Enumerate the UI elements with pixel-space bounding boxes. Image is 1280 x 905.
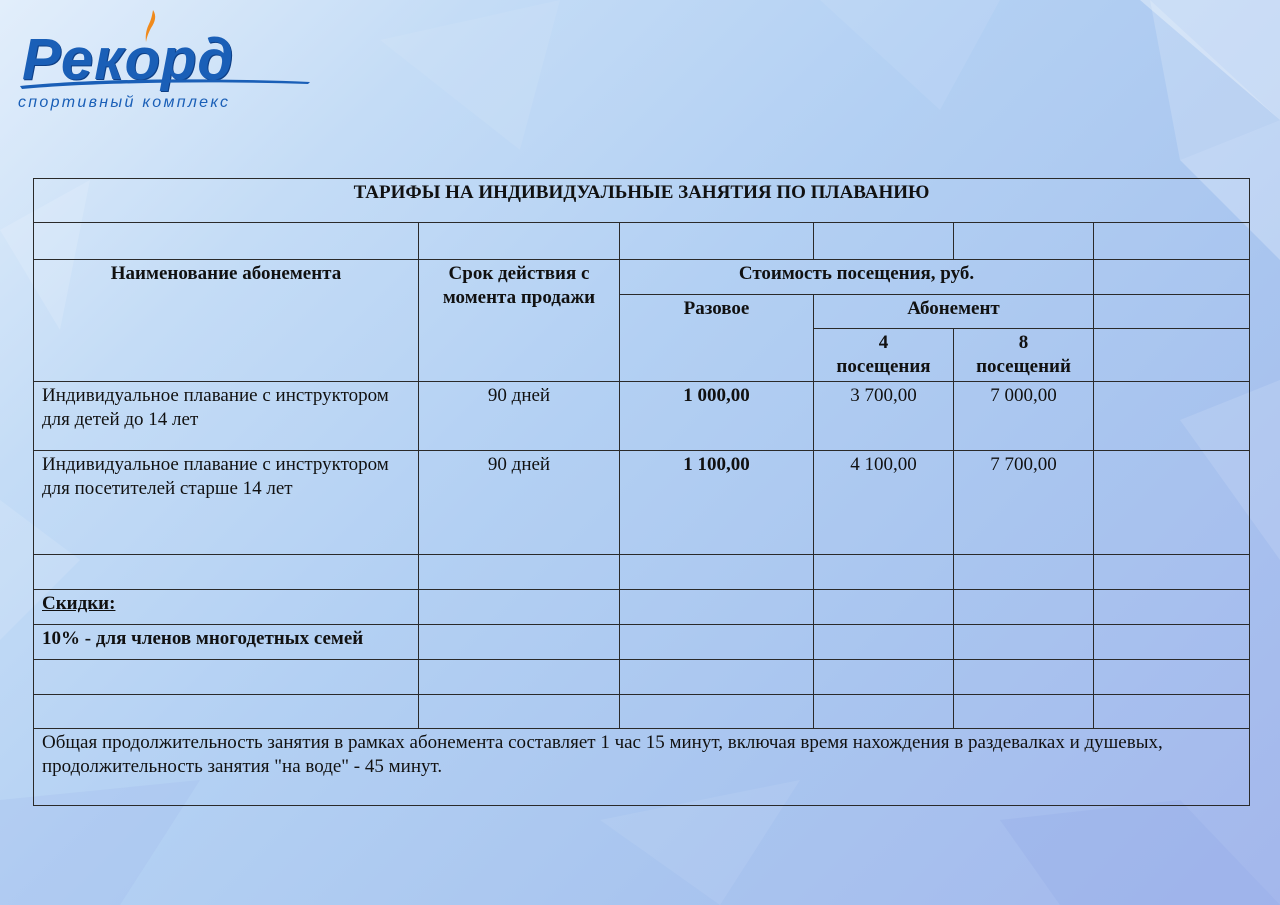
duration-note: Общая продолжительность занятия в рамках абонемента составляет 1 час 15 минут, включая время нахождения в раздевалках и душевых, продолжительность занятия "на воде" - 45 минут. [34, 729, 1250, 806]
table-row-empty [34, 223, 1250, 260]
table-row [34, 451, 1250, 555]
header-validity: Срок действия с момента продажи [419, 260, 620, 382]
row-four-price: 3 700,00 [814, 382, 954, 451]
header-eight-number: 8 [1018, 332, 1029, 353]
discount-item: 10% - для членов многодетных семей [34, 625, 419, 660]
header-four-visits [814, 329, 954, 382]
logo [10, 8, 310, 116]
table-row-empty [34, 555, 1250, 590]
row-name: Индивидуальное плавание с инструктором для детей до 14 лет [34, 382, 419, 451]
table-row-empty [34, 660, 1250, 695]
logo-subtitle: спортивный комплекс [18, 94, 231, 111]
row-eight-price: 7 000,00 [954, 382, 1094, 451]
discounts-label: Скидки: [34, 590, 419, 625]
table-title: ТАРИФЫ НА ИНДИВИДУАЛЬНЫЕ ЗАНЯТИЯ ПО ПЛАВАНИЮ [34, 179, 1250, 223]
tariff-table [33, 178, 1250, 806]
row-four-price: 4 100,00 [814, 451, 954, 555]
logo-swoosh [20, 76, 310, 90]
header-cost: Стоимость посещения, руб. [620, 260, 1094, 295]
header-name: Наименование абонемента [34, 260, 419, 382]
row-name: Индивидуальное плавание с инструктором для посетителей старше 14 лет [34, 451, 419, 555]
logo-brand: Рекорд [22, 27, 235, 92]
row-single-price: 1 100,00 [620, 451, 814, 555]
header-four-label: посещения [836, 356, 931, 377]
row-validity: 90 дней [419, 451, 620, 555]
table-row-empty [34, 695, 1250, 729]
table-row [34, 382, 1250, 451]
row-validity: 90 дней [419, 382, 620, 451]
header-single: Разовое [620, 295, 814, 382]
row-eight-price: 7 700,00 [954, 451, 1094, 555]
row-single-price: 1 000,00 [620, 382, 814, 451]
header-four-number: 4 [878, 332, 889, 353]
header-eight-visits [954, 329, 1094, 382]
header-subscription: Абонемент [814, 295, 1094, 329]
header-eight-label: посещений [976, 356, 1071, 377]
